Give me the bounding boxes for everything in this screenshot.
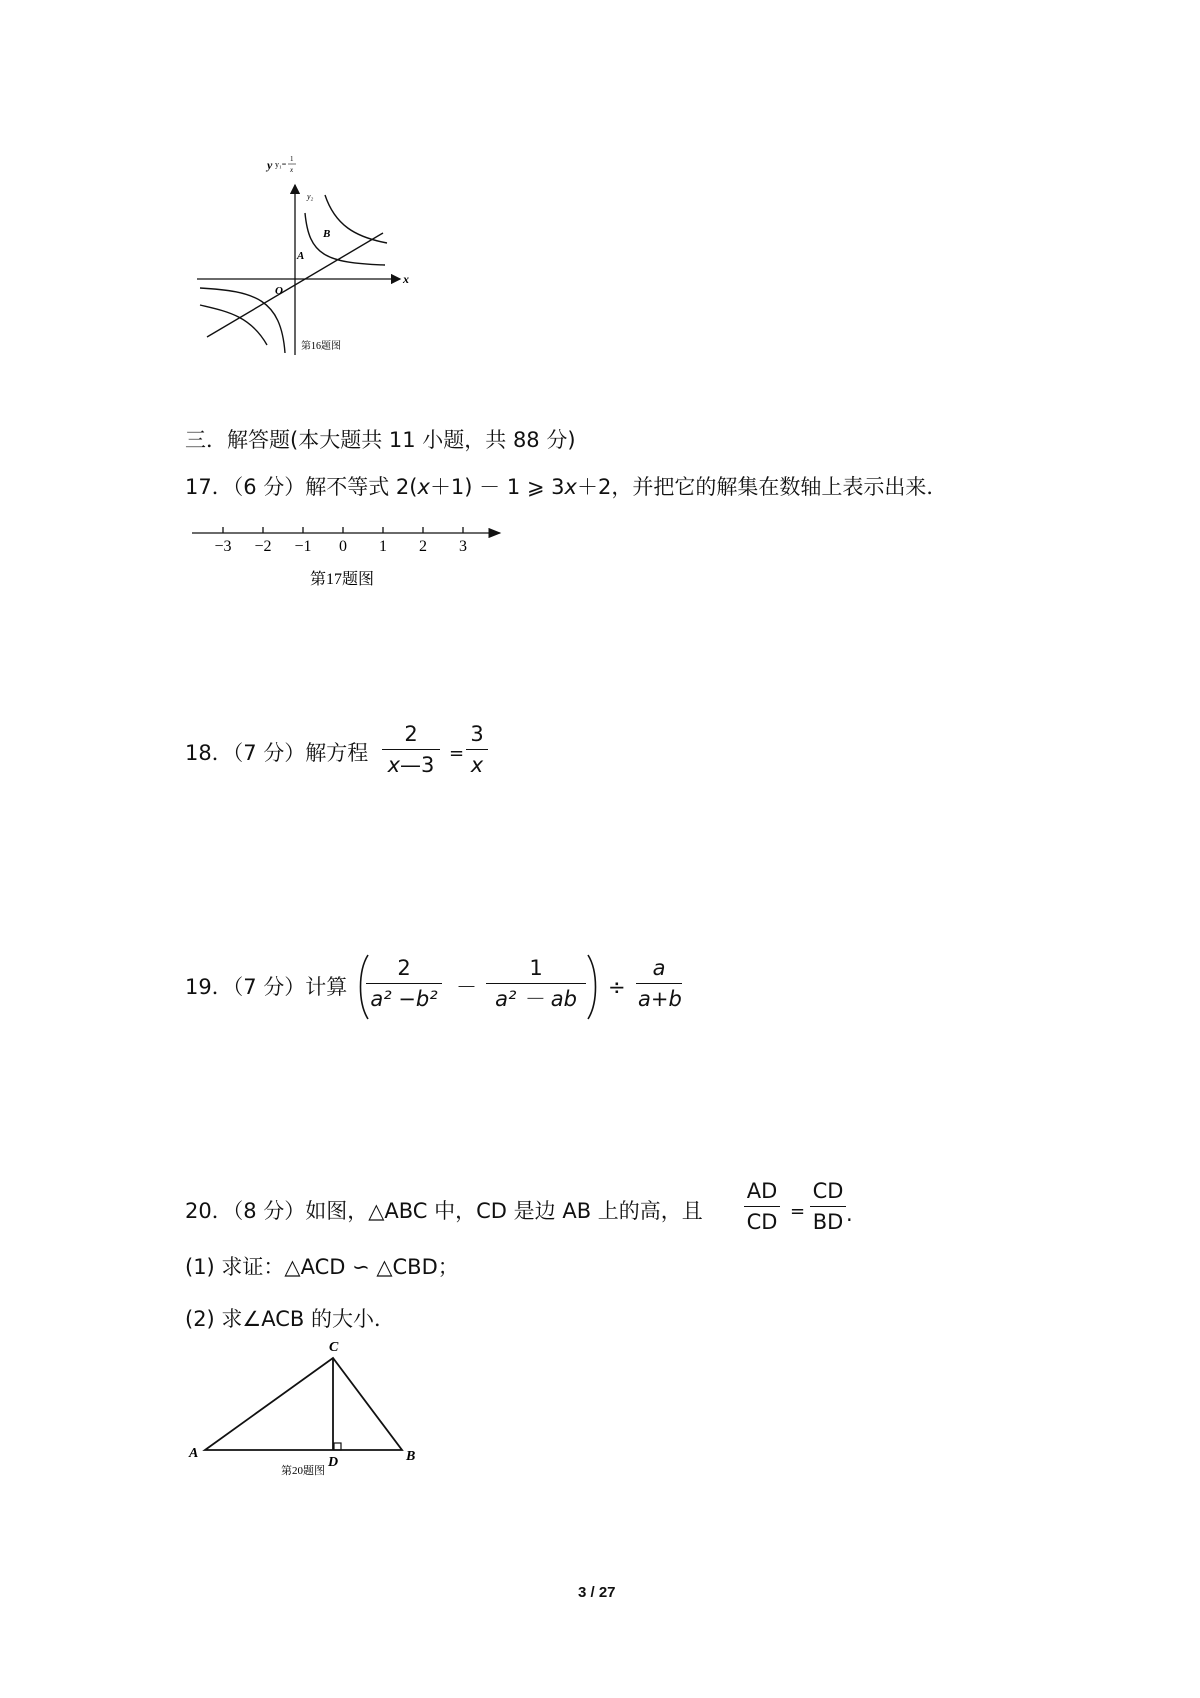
question-20-text: 20．（8 分）如图，△ABC 中，CD 是边 AB 上的高，且 <box>185 1199 703 1223</box>
q20-f1-den: CD <box>746 1210 778 1234</box>
q19-f1-den: a² −b² <box>370 987 438 1011</box>
q19-right-paren <box>586 953 600 1021</box>
figure-16-graph <box>195 155 425 355</box>
q19-fraction-3 <box>636 958 682 1010</box>
section-heading: 三．解答题(本大题共 11 小题，共 88 分) <box>185 428 576 452</box>
q19-fraction-1 <box>366 958 442 1010</box>
q20-f1-num: AD <box>746 1179 778 1203</box>
q18-rhs-den: x <box>470 753 484 777</box>
q20-equals: = <box>790 1201 806 1222</box>
q20-period: . <box>846 1202 853 1226</box>
number-line-tick-label: −3 <box>214 538 232 555</box>
q20-fraction-2 <box>810 1181 846 1233</box>
right-angle-mark <box>334 1443 341 1450</box>
triangle-figure-20 <box>180 1330 430 1480</box>
q19-f3-num: a <box>652 956 666 980</box>
question-18-prefix: 18．（7 分）解方程 <box>185 741 369 765</box>
q18-lhs-fraction <box>382 724 440 776</box>
y1-label: y₁= <box>275 160 287 169</box>
q17-text-a: 17．（6 分）解不等式 2( <box>185 475 418 499</box>
figure-16-caption: 第16题图 <box>301 341 341 352</box>
y-axis-label: y <box>267 158 273 172</box>
curve-y2-q3 <box>200 305 267 345</box>
question-19-prefix: 19．（7 分）计算 <box>185 975 348 999</box>
number-line-tick-label: −2 <box>254 538 272 555</box>
q17-text-c: ＋2，并把它的解集在数轴上表示出来． <box>576 475 948 499</box>
q20-part-2: (2) 求∠ACB 的大小． <box>185 1307 395 1331</box>
q19-divide: ÷ <box>608 975 626 999</box>
y1-fraction-den: x <box>290 166 294 174</box>
triangle-abc <box>205 1358 402 1450</box>
q18-rhs-num: 3 <box>470 722 484 746</box>
q18-rhs-fraction <box>466 724 488 776</box>
point-a-label: A <box>297 250 305 262</box>
q19-f2-num: 1 <box>529 956 543 980</box>
label-c: C <box>329 1340 339 1355</box>
q19-f2-den: a² － ab <box>495 987 577 1011</box>
y2-label: y₂ <box>307 192 314 201</box>
label-d: D <box>328 1455 339 1470</box>
q18-lhs-num: 2 <box>404 722 418 746</box>
number-line-tick-label: 2 <box>419 538 427 555</box>
label-a: A <box>189 1446 199 1461</box>
origin-label: O <box>275 285 283 297</box>
q20-part-1: (1) 求证：△ACD ∽ △CBD； <box>185 1255 459 1279</box>
q17-text-b: ＋1) － 1 ⩾ 3 <box>429 475 565 499</box>
number-line-tick-label: 1 <box>379 538 387 555</box>
q20-f2-den: BD <box>812 1210 844 1234</box>
q19-fraction-2 <box>486 958 586 1010</box>
q19-f3-den: a+b <box>638 987 682 1011</box>
q20-f2-num: CD <box>812 1179 844 1203</box>
q18-equals: = <box>449 743 465 764</box>
number-line-caption: 第17题图 <box>310 571 375 588</box>
y1-fraction-num: 1 <box>290 155 294 163</box>
q20-fraction-1 <box>744 1181 780 1233</box>
number-line-tick-label: 0 <box>339 538 347 555</box>
number-line-tick-label: 3 <box>459 538 467 555</box>
x-axis-label: x <box>403 272 409 286</box>
number-line-figure <box>190 520 510 590</box>
number-line-tick-label: −1 <box>294 538 312 555</box>
q19-f1-num: 2 <box>397 956 411 980</box>
label-b: B <box>406 1449 416 1464</box>
q17-var-x2: x <box>564 475 577 499</box>
page-number: 3 / 27 <box>578 1584 616 1601</box>
q19-minus: － <box>456 975 477 999</box>
question-17-text <box>185 477 947 498</box>
point-b-label: B <box>323 228 331 240</box>
figure-20-caption: 第20题图 <box>281 1465 325 1477</box>
q18-lhs-den: x—3 <box>387 753 435 777</box>
q17-var-x1: x <box>417 475 430 499</box>
